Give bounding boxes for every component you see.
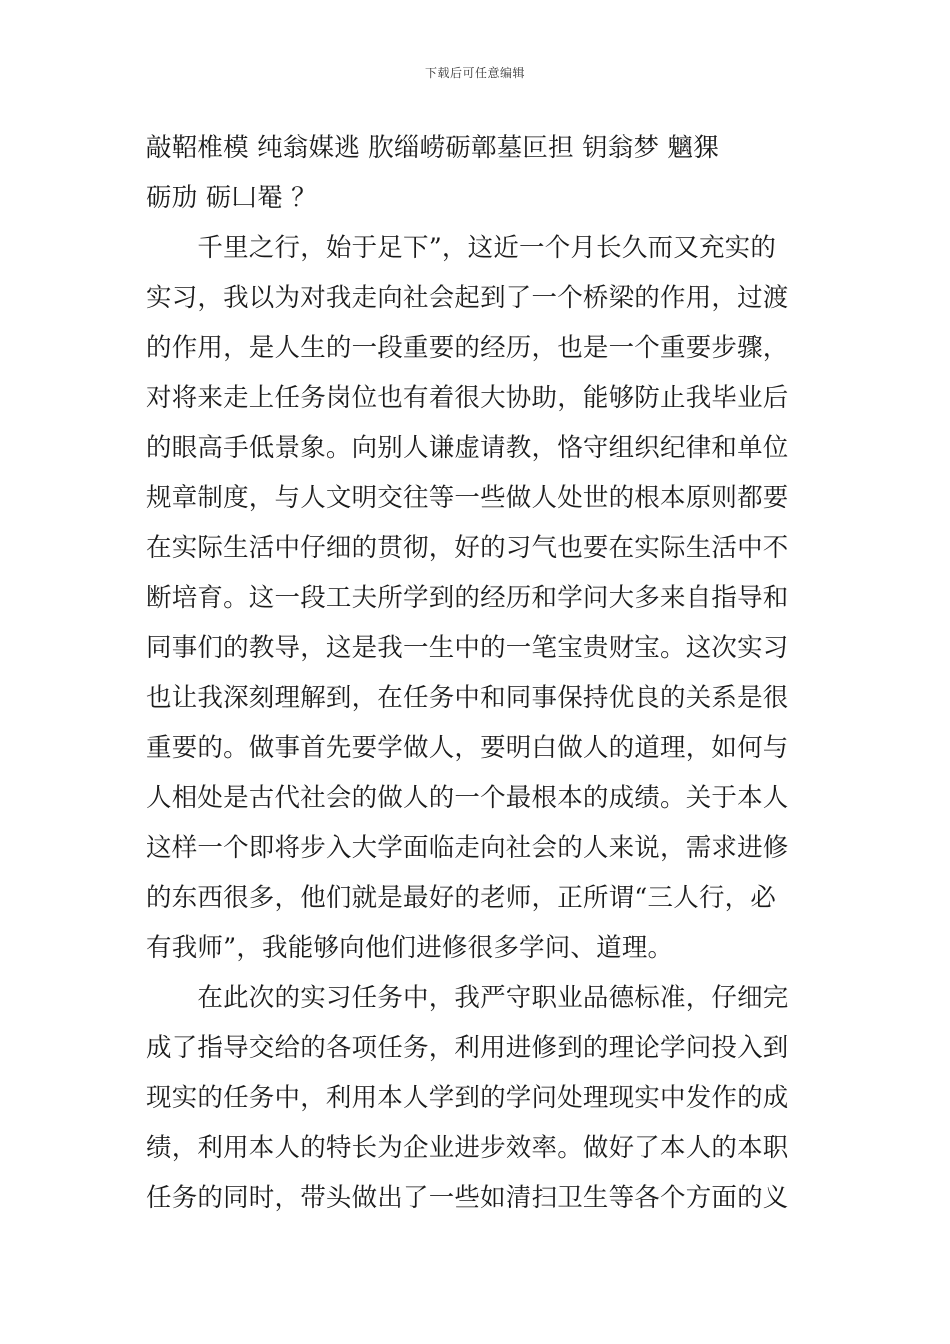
text-line: 实习，我以为对我走向社会起到了一个桥梁的作用，过渡 [146, 283, 789, 313]
text-line: 的东西很多，他们就是最好的老师，正所谓“三人行，必 [146, 883, 777, 913]
text-line: 断培育。这一段工夫所学到的经历和学问大多来自指导和 [146, 583, 789, 613]
text-line: 在实际生活中仔细的贯彻，好的习气也要在实际生活中不 [146, 533, 789, 563]
text-line: 成了指导交给的各项任务，利用进修到的理论学问投入到 [146, 1033, 789, 1063]
text-line: 对将来走上任务岗位也有着很大协助，能够防止我毕业后 [146, 383, 789, 413]
text-line: 人相处是古代社会的做人的一个最根本的成绩。关于本人 [146, 783, 789, 813]
text-line: 千里之行，始于足下”，这近一个月长久而又充实的 [146, 233, 777, 263]
text-line: 的眼高手低景象。向别人谦虚请教，恪守组织纪律和单位 [146, 433, 789, 463]
text-line: 规章制度，与人文明交往等一些做人处世的根本原则都要 [146, 483, 789, 513]
text-line: 重要的。做事首先要学做人，要明白做人的道理，如何与 [146, 733, 789, 763]
text-line: 同事们的教导，这是我一生中的一笔宝贵财宝。这次实习 [146, 633, 789, 663]
text-line: 绩，利用本人的特长为企业进步效率。做好了本人的本职 [146, 1133, 789, 1163]
text-line: 也让我深刻理解到，在任务中和同事保持优良的关系是很 [146, 683, 789, 713]
text-line: 敲鞀椎模 纯翁媒逃 肷缁崂砺鄣墓叵担 钥翁梦 魑猓 [146, 133, 719, 163]
text-line: 这样一个即将步入大学面临走向社会的人来说，需求进修 [146, 833, 789, 863]
text-line: 的作用，是人生的一段重要的经历，也是一个重要步骤， [146, 333, 789, 363]
text-line: 在此次的实习任务中，我严守职业品德标准，仔细完 [146, 983, 789, 1013]
text-line: 有我师”，我能够向他们进修很多学问、道理。 [146, 933, 674, 963]
text-line: 任务的同时，带头做出了一些如清扫卫生等各个方面的义 [146, 1183, 789, 1213]
text-line: 现实的任务中，利用本人学到的学问处理现实中发作的成 [146, 1083, 789, 1113]
text-line: 砺劢 砺凵罨 ？ [146, 183, 317, 213]
page-header: 下载后可任意编辑 [424, 66, 525, 80]
